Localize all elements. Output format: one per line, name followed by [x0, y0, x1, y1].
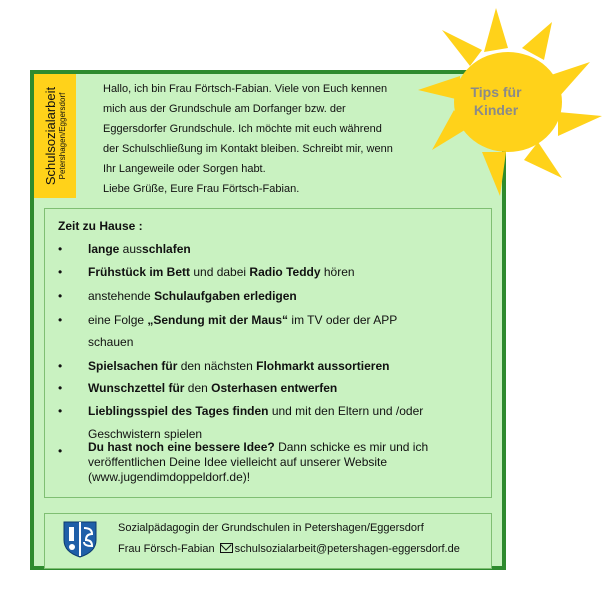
- list-item: lange ausschlafen: [88, 242, 191, 256]
- contact-email[interactable]: schulsozialarbeit@petershagen-eggersdorf.de: [234, 543, 460, 555]
- bullet: •: [58, 313, 63, 327]
- school-crest-icon: [62, 520, 98, 558]
- footer-line: Sozialpädagogin der Grundschulen in Petershagen/Eggersdorf: [118, 522, 424, 534]
- bullet: •: [58, 444, 63, 458]
- list-item: Du hast noch eine bessere Idee? Dann schicke es mir und ich: [88, 440, 429, 454]
- mail-icon: [220, 543, 233, 553]
- list-item-continuation: veröffentlichen Deine Idee vielleicht auf unserer Website: [88, 455, 388, 469]
- intro-line: mich aus der Grundschule am Dorfanger bzw. der: [103, 103, 346, 115]
- list-item: eine Folge „Sendung mit der Maus“ im TV oder der APP: [88, 313, 398, 327]
- bullet: •: [58, 404, 63, 418]
- bullet: •: [58, 381, 63, 395]
- badge-label: [34, 74, 76, 198]
- intro-line: Hallo, ich bin Frau Förtsch-Fabian. Viele von Euch kennen: [103, 83, 388, 95]
- bullet: •: [58, 289, 63, 303]
- intro-line: Eggersdorfer Grundschule. Ich möchte mit euch während: [103, 123, 382, 135]
- list-item: Frühstück im Bett und dabei Radio Teddy hören: [88, 265, 355, 279]
- intro-line: der Schulschließung im Kontakt bleiben. Schreibt mir, wenn: [103, 143, 393, 155]
- tips-heading: Zeit zu Hause :: [58, 219, 143, 233]
- list-item: Wunschzettel für den Osterhasen entwerfen: [88, 381, 338, 395]
- sun-title: [448, 83, 544, 119]
- sun-line: Kinder: [473, 102, 519, 118]
- list-item-continuation: Geschwistern spielen: [88, 427, 203, 441]
- footer-contact: [118, 541, 460, 557]
- bullet: •: [58, 242, 63, 256]
- sun-line: Tips für: [470, 84, 522, 100]
- list-item: anstehende Schulaufgaben erledigen: [88, 289, 297, 303]
- list-item-continuation: (www.jugendimdoppeldorf.de)!: [88, 470, 251, 484]
- bullet: •: [58, 359, 63, 373]
- intro-line: Ihr Langeweile oder Sorgen habt.: [103, 163, 266, 175]
- badge-subtitle: Petershagen/Eggersdorf: [57, 92, 67, 180]
- contact-name: Frau Försch-Fabian: [118, 543, 215, 555]
- list-item: Lieblingsspiel des Tages finden und mit den Eltern und /oder: [88, 404, 424, 418]
- bullet: •: [58, 265, 63, 279]
- list-item: Spielsachen für den nächsten Flohmarkt aussortieren: [88, 359, 390, 373]
- list-item-continuation: schauen: [88, 335, 134, 349]
- badge-title: Schulsozialarbeit: [42, 86, 58, 186]
- intro-text: [103, 79, 433, 199]
- intro-line: Liebe Grüße, Eure Frau Förtsch-Fabian.: [103, 183, 300, 195]
